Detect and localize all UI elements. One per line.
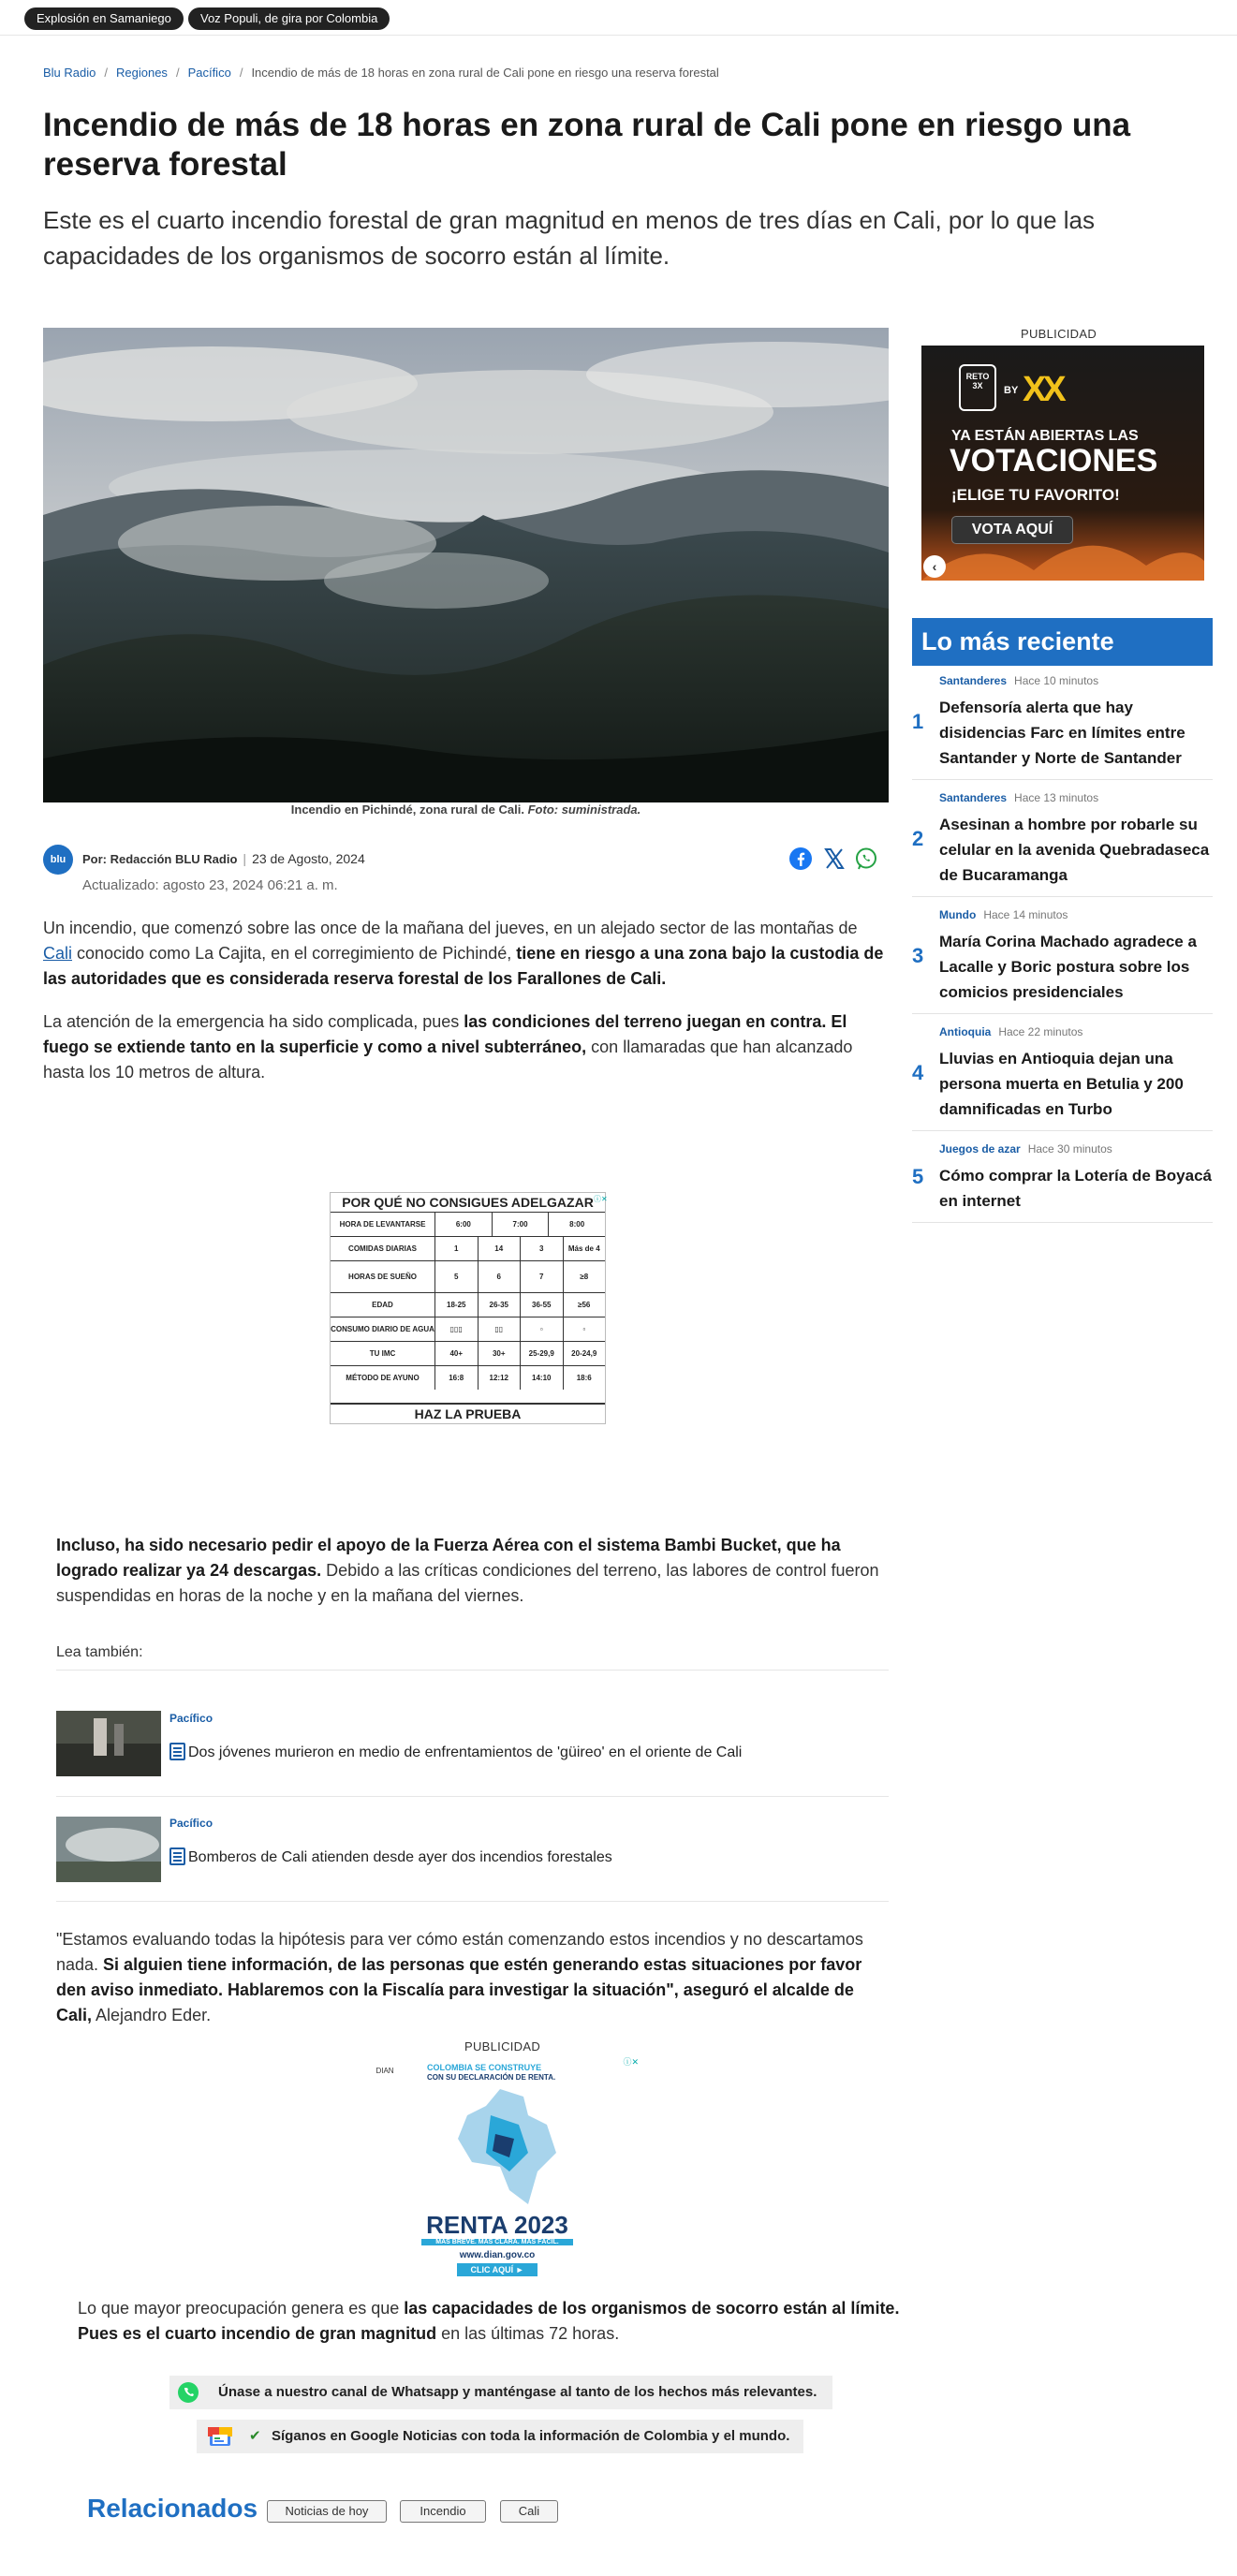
water-glass-icon: ▫	[582, 1325, 586, 1333]
diet-ad-row	[331, 1292, 605, 1317]
recent-item-title[interactable]: Lluvias en Antioquia dejan una persona muerta en Betulia y 200 damnificadas en Turbo	[939, 1050, 1184, 1118]
ad-choices-icon[interactable]: ⓘ✕	[594, 1195, 608, 1203]
dian-ad-tagline: MÁS BREVE. MÁS CLARA. MÁS FÁCIL.	[421, 2239, 573, 2245]
diet-ad-row-label: TU IMC	[331, 1342, 435, 1365]
paragraph-5-text-a: Lo que mayor preocupación genera es que	[78, 2299, 405, 2318]
diet-ad-cell: 16:8	[435, 1366, 479, 1390]
dian-logo: DIAN	[376, 2067, 394, 2075]
recent-item-category[interactable]	[939, 1142, 1112, 1156]
dian-ad-line1: COLOMBIA SE CONSTRUYE	[427, 2063, 542, 2072]
google-news-banner[interactable]	[197, 2420, 803, 2453]
recent-item-category[interactable]	[939, 791, 1098, 804]
diet-ad-cell: 7:00	[493, 1213, 550, 1236]
paragraph-5-text-b: en las últimas 72 horas.	[436, 2324, 620, 2343]
paragraph-4	[56, 1927, 889, 2028]
breadcrumb-pacifico[interactable]: Pacífico	[187, 66, 231, 80]
diet-ad-row-label: HORAS DE SUEÑO	[331, 1261, 435, 1292]
colombia-map-graphic	[434, 2087, 575, 2209]
publicidad-label-sidebar: PUBLICIDAD	[1021, 327, 1097, 341]
recent-item-number: 4	[912, 1061, 924, 1084]
google-news-icon	[208, 2425, 232, 2448]
diet-ad-cell: 20-24,9	[571, 1349, 597, 1358]
divider	[912, 896, 1213, 897]
dian-ad-url: www.dian.gov.co	[459, 2250, 536, 2260]
tag-noticias-de-hoy[interactable]: Noticias de hoy	[267, 2500, 387, 2523]
reto-ad-line3: ¡ELIGE TU FAVORITO!	[951, 486, 1120, 504]
recent-category-label[interactable]: Antioquia	[939, 1025, 992, 1038]
related-title[interactable]: Dos jóvenes murieron en medio de enfrentamientos de 'güireo' en el oriente de Cali	[188, 1744, 743, 1760]
divider	[912, 1222, 1213, 1223]
article-title: Incendio de más de 18 horas en zona rural de Cali pone en riesgo una reserva forestal	[43, 107, 1131, 183]
lea-tambien-label: Lea también:	[56, 1644, 143, 1660]
related-thumbnail[interactable]	[56, 1711, 161, 1776]
x-share-icon[interactable]	[822, 846, 847, 871]
diet-ad-cell: 26-35	[479, 1293, 522, 1317]
lo-mas-reciente-heading: Lo más reciente	[912, 618, 1213, 666]
water-glass-icon: ▯▯▯	[435, 1317, 479, 1341]
paragraph-2-bold: las condiciones del terreno juegan en contra. El fuego se extiende tanto en la superficie y como a nivel subterráneo,	[43, 1012, 847, 1056]
recent-time: Hace 30 minutos	[1027, 1142, 1112, 1156]
checkmark-icon: ✔	[249, 2428, 261, 2444]
ad-choices-icon[interactable]: ⓘ✕	[623, 2057, 639, 2067]
paragraph-3-text: Debido a las críticas condiciones del terreno, las labores de control fueron suspendidas en horas de la noche y en la mañana del viernes.	[56, 1561, 879, 1605]
article-subtitle: Este es el cuarto incendio forestal de gran magnitud en menos de tres días en Cali, por lo que las capacidades de los organismos de socorro están al límite.	[43, 206, 1095, 270]
author-avatar[interactable]: blu	[43, 845, 73, 875]
article-icon	[169, 1847, 185, 1865]
diet-ad-row	[331, 1317, 605, 1341]
divider	[56, 1796, 889, 1797]
recent-category-label[interactable]: Mundo	[939, 908, 977, 921]
tag-cali[interactable]: Cali	[500, 2500, 558, 2523]
diet-ad-cell: 8:00	[569, 1220, 585, 1229]
diet-ad-row-label: EDAD	[331, 1293, 435, 1317]
dian-ad-line2: CON SU DECLARACIÓN DE RENTA.	[427, 2073, 556, 2082]
paragraph-4-text-a: "Estamos evaluando todas la hipótesis para ver cómo están comenzando estos incendios y no descartamos nada.	[56, 1930, 863, 1974]
dian-renta-ad[interactable]	[371, 2055, 641, 2280]
diet-ad-cta[interactable]: HAZ LA PRUEBA	[331, 1403, 605, 1423]
sleep-icon-cell: ≥8	[580, 1273, 589, 1281]
whatsapp-banner-text[interactable]: Únase a nuestro canal de Whatsapp y manténgase al tanto de los hechos más relevantes.	[218, 2384, 817, 2400]
hero-caption	[43, 802, 889, 817]
sleep-icon-cell: 6	[479, 1261, 522, 1292]
sleep-icon-cell: 7	[521, 1261, 564, 1292]
reto-ad-line1: YA ESTÁN ABIERTAS LAS	[951, 428, 1139, 444]
paragraph-2	[43, 1009, 889, 1085]
diet-ad-row	[331, 1212, 605, 1236]
related-title[interactable]: Bomberos de Cali atienden desde ayer dos incendios forestales	[188, 1849, 612, 1865]
diet-ad-row	[331, 1365, 605, 1390]
diet-ad-cell: ≥56	[578, 1301, 591, 1309]
hero-image	[43, 328, 889, 802]
recent-item-title[interactable]: Defensoría alerta que hay disidencias Farc en límites entre Santander y Norte de Santander	[939, 699, 1185, 767]
facebook-share-icon[interactable]	[788, 846, 813, 871]
paragraph-1-bold: tiene en riesgo a una zona bajo la custodia de las autoridades que es considerada reserva forestal de los Farallones de Cali.	[43, 944, 884, 988]
trending-chip-voz-populi[interactable]: Voz Populi, de gira por Colombia	[188, 7, 390, 30]
diet-ad-cell: 3	[521, 1237, 564, 1260]
diet-ad-cell: 40+	[435, 1342, 479, 1365]
recent-item-title[interactable]: Asesinan a hombre por robarle su celular en la avenida Quebradaseca de Bucaramanga	[939, 816, 1210, 884]
related-thumbnail[interactable]	[56, 1817, 161, 1882]
recent-category-label[interactable]: Santanderes	[939, 791, 1008, 804]
recent-item-title[interactable]: Cómo comprar la Lotería de Boyacá en internet	[939, 1167, 1212, 1210]
sleep-icon-cell: 5	[435, 1261, 479, 1292]
recent-item-category[interactable]	[939, 908, 1068, 921]
paragraph-2-text-a: La atención de la emergencia ha sido complicada, pues	[43, 1012, 464, 1031]
diet-ad-row	[331, 1236, 605, 1260]
whatsapp-channel-banner[interactable]	[169, 2376, 832, 2409]
paragraph-1-text-b: conocido como La Cajita, en el corregimiento de Pichindé,	[72, 944, 517, 963]
byline: Por: Redacción BLU Radio | 23 de Agosto, 2024	[82, 851, 365, 866]
water-glass-icon: ▯▯	[479, 1317, 522, 1341]
diet-ad-row-label: CONSUMO DIARIO DE AGUA	[331, 1317, 435, 1341]
recent-item-number: 5	[912, 1165, 924, 1188]
google-banner-text[interactable]: Síganos en Google Noticias con toda la información de Colombia y el mundo.	[272, 2428, 790, 2444]
diet-ad-cell: 12:12	[479, 1366, 522, 1390]
paragraph-5-bold: las capacidades de los organismos de socorro están al límite. Pues es el cuarto incendio de gran magnitud	[78, 2299, 900, 2343]
diet-ad-cell: Más de 4	[567, 1244, 600, 1253]
paragraph-4-text-b: Alejandro Eder.	[92, 2006, 212, 2024]
relacionados-heading: Relacionados	[87, 2494, 258, 2523]
vota-aqui-button[interactable]: VOTA AQUÍ	[951, 516, 1073, 544]
diet-ad-row	[331, 1341, 605, 1365]
divider	[912, 1130, 1213, 1131]
reto-by-label: BY	[1004, 385, 1019, 396]
diet-ad-row-label: MÉTODO DE AYUNO	[331, 1366, 435, 1390]
carousel-prev-icon[interactable]: ‹	[923, 555, 946, 578]
recent-time: Hace 14 minutos	[983, 908, 1068, 921]
diet-ad-row	[331, 1260, 605, 1292]
recent-item-number: 2	[912, 827, 924, 850]
paragraph-2-text-b: con llamaradas que han alcanzado hasta los 10 metros de altura.	[43, 1038, 853, 1082]
diet-ad-cell: 18:6	[576, 1374, 592, 1382]
caption-text: Incendio en Pichindé, zona rural de Cali.	[290, 802, 524, 817]
diet-quiz-ad[interactable]	[330, 1192, 606, 1424]
recent-item-title[interactable]: María Corina Machado agradece a Lacalle y Boric postura sobre los comicios presidenciales	[939, 933, 1197, 1001]
dian-ad-cta[interactable]: CLIC AQUÍ ►	[457, 2263, 538, 2276]
diet-ad-cell: 14:10	[521, 1366, 564, 1390]
recent-category-label[interactable]: Juegos de azar	[939, 1142, 1021, 1156]
paragraph-3	[56, 1533, 889, 1609]
diet-ad-cell: 6:00	[435, 1213, 493, 1236]
recent-item-category[interactable]	[939, 1025, 1082, 1038]
caption-credit: Foto: suministrada.	[527, 802, 641, 817]
updated-date: Actualizado: agosto 23, 2024 06:21 a. m.	[82, 877, 338, 893]
recent-category-label[interactable]: Santanderes	[939, 674, 1008, 687]
reto-3x-badge: RETO 3X	[959, 364, 996, 411]
recent-time: Hace 13 minutos	[1014, 791, 1099, 804]
author-name[interactable]: Por: Redacción BLU Radio	[82, 852, 238, 866]
paragraph-1	[43, 916, 889, 992]
related-category[interactable]: Pacífico	[169, 1712, 214, 1725]
whatsapp-share-icon[interactable]	[854, 846, 878, 871]
breadcrumb: Blu Radio / Regiones / Pacífico / Incendio de más de 18 horas en zona rural de Cali pone en riesgo una reserva forestal	[43, 66, 719, 80]
paragraph-4-bold: Si alguien tiene información, de las personas que estén generando estas situaciones por favor den aviso inmediato. Hablaremos con la Fiscalía para investigar la situación", aseguró el alcalde de Cali,	[56, 1955, 862, 2024]
trending-topics-bar	[0, 0, 1237, 36]
recent-time: Hace 22 minutos	[998, 1025, 1083, 1038]
diet-ad-row-label: COMIDAS DIARIAS	[331, 1237, 435, 1260]
diet-ad-row-label: HORA DE LEVANTARSE	[331, 1213, 435, 1236]
divider	[912, 779, 1213, 780]
paragraph-5	[78, 2296, 920, 2347]
brand-logo: XX	[1023, 370, 1063, 409]
diet-ad-title: POR QUÉ NO CONSIGUES ADELGAZAR	[342, 1195, 594, 1210]
breadcrumb-current: Incendio de más de 18 horas en zona rural de Cali pone en riesgo una reserva forestal	[251, 66, 719, 80]
tag-incendio[interactable]: Incendio	[400, 2500, 486, 2523]
article-icon	[169, 1743, 185, 1760]
recent-item-category[interactable]	[939, 674, 1098, 687]
recent-item-number: 1	[912, 710, 924, 733]
paragraph-3-bold: Incluso, ha sido necesario pedir el apoyo de la Fuerza Aérea con el sistema Bambi Bucket, que ha logrado realizar ya 24 descargas.	[56, 1536, 841, 1580]
diet-ad-cell: 18-25	[435, 1293, 479, 1317]
reto-ad-line2: VOTACIONES	[950, 443, 1158, 478]
breadcrumb-blu-radio[interactable]: Blu Radio	[43, 66, 96, 80]
diet-ad-cell: 36-55	[521, 1293, 564, 1317]
divider	[56, 1901, 889, 1902]
diet-ad-cell: 30+	[479, 1342, 522, 1365]
dian-ad-headline: RENTA 2023	[426, 2211, 568, 2239]
trending-chip-samaniego[interactable]: Explosión en Samaniego	[24, 7, 184, 30]
divider	[56, 1670, 889, 1671]
publicidad-label: PUBLICIDAD	[464, 2039, 541, 2053]
recent-time: Hace 10 minutos	[1014, 674, 1099, 687]
related-category[interactable]: Pacífico	[169, 1817, 214, 1830]
related-article-link[interactable]	[169, 1847, 612, 1866]
divider	[912, 1013, 1213, 1014]
reto-3x-ad[interactable]	[921, 346, 1204, 581]
related-article-link[interactable]	[169, 1743, 742, 1761]
diet-ad-cell: 25-29,9	[521, 1342, 564, 1365]
paragraph-1-text-a: Un incendio, que comenzó sobre las once de la mañana del jueves, en un alejado sector de las montañas de	[43, 919, 858, 937]
water-glass-icon: ▫	[521, 1317, 564, 1341]
recent-item-number: 3	[912, 944, 924, 967]
cali-link[interactable]: Cali	[43, 944, 73, 963]
diet-ad-cell: 1	[435, 1237, 479, 1260]
diet-ad-cell: 14	[479, 1237, 522, 1260]
breadcrumb-regiones[interactable]: Regiones	[116, 66, 168, 80]
publish-date: 23 de Agosto, 2024	[252, 851, 365, 866]
whatsapp-icon	[177, 2381, 199, 2404]
